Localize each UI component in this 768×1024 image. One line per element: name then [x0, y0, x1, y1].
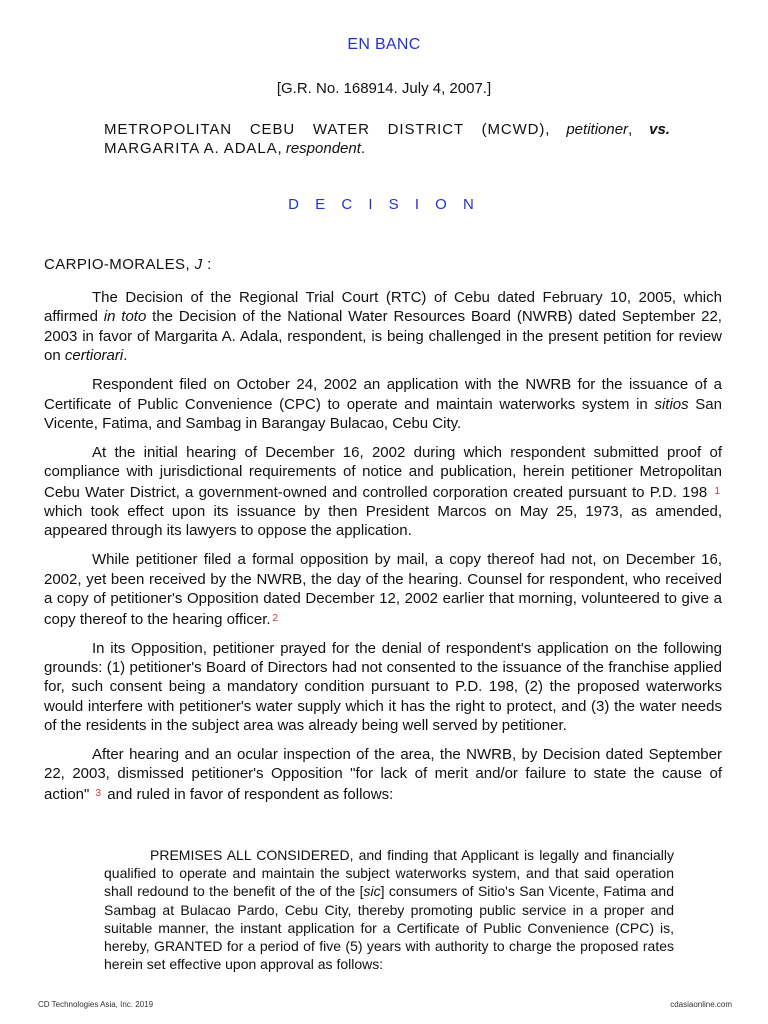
paragraph-text: which took effect upon its issuance by then President Marcos on May 25, 1973, as amended, appeared through its lawyers to oppose the application. — [44, 503, 722, 540]
paragraph-2 — [44, 375, 722, 433]
ponente-line: CARPIO-MORALES, J : — [44, 256, 212, 273]
division-heading: EN BANC — [347, 36, 421, 53]
paragraph-text: At the initial hearing of December 16, 2002 during which respondent submitted proof of compliance with jurisdictional requirements of notice and publication, herein petitioner Metropolitan Cebu Water District, a government-owned and controlled corporation created pursuant to P.D. 198 — [44, 443, 722, 501]
versus-label: vs. — [649, 121, 670, 138]
paragraph-italic: in toto — [103, 308, 147, 326]
paragraph-text: San Vicente, Fatima, and Sambag in Barangay Bulacao, Cebu City. — [44, 395, 722, 432]
decision-heading: D E C I S I O N — [288, 196, 480, 213]
respondent-name: MARGARITA A. ADALA — [104, 140, 278, 157]
paragraph-text: After hearing and an ocular inspection of the area, the NWRB, by Decision dated September 22, 2003, dismissed petitioner's Opposition "for lack of merit and/or failure to state the cause of action" — [44, 746, 722, 803]
quote-text: ] consumers of Sitio's San Vicente, Fatima and Sambag at Bulacao Pardo, Cebu City, thereby promoting public service in a proper and suitable manner, the instant application for a Certificate of Public Convenience (CPC) is, hereby, GRANTED for a period of five (5) years with authority to charge the proposed rates herein set effective upon approval as follows: — [104, 883, 674, 973]
case-number: [G.R. No. 168914. July 4, 2007.] — [276, 80, 492, 97]
decision-body — [44, 288, 722, 814]
quote-italic: sic — [363, 883, 381, 900]
paragraph-4 — [44, 550, 722, 629]
ponente-name: CARPIO-MORALES, — [44, 256, 191, 273]
paragraph-text: The Decision of the Regional Trial Court (RTC) of Cebu dated February 10, 2005, which affirmed — [44, 289, 722, 326]
paragraph-text: and ruled in favor of respondent as follows: — [107, 785, 394, 803]
paragraph-5 — [44, 639, 722, 736]
footer-site[interactable]: cdasiaonline.com — [670, 1000, 732, 1009]
paragraph-1 — [44, 288, 722, 366]
footnote-link[interactable]: 1 — [714, 485, 721, 497]
respondent-role: respondent — [285, 140, 361, 157]
paragraph-6 — [44, 745, 722, 804]
footnote-link[interactable]: 3 — [95, 787, 102, 799]
paragraph-text: Respondent filed on October 24, 2002 an application with the NWRB for the issuance of a Certificate of Public Convenience (CPC) to operate and maintain waterworks system in — [44, 376, 722, 413]
paragraph-text: . — [123, 347, 128, 365]
petitioner-role: petitioner — [566, 121, 629, 138]
paragraph-text: In its Opposition, petitioner prayed for the denial of respondent's application on the following grounds: (1) petitioner's Board of Directors had not consented to the issuance of the franchise applied for, such consent being a mandatory condition pursuant to P.D. 198, (2) the proposed waterworks would interfere with petitioner's water supply which it has the right to protect, and (3) the water needs of the residents in the subject area was already being well served by petitioner. — [44, 639, 722, 735]
petitioner-name: METROPOLITAN CEBU WATER DISTRICT (MCWD) — [104, 121, 546, 138]
quote-text: PREMISES ALL CONSIDERED, and finding that Applicant is legally and financially qualified to operate and maintain the subject waterworks system, and that said operation shall redound to the benefit of the of the [ — [104, 847, 674, 900]
paragraph-italic: certiorari — [64, 347, 124, 365]
paragraph-text: the Decision of the National Water Resources Board (NWRB) dated September 22, 2003 in favor of Margarita A. Adala, respondent, is being challenged in the present petition for review on — [44, 308, 722, 365]
footer-copyright: CD Technologies Asia, Inc. 2019 — [38, 1000, 154, 1009]
paragraph-text: While petitioner filed a formal opposition by mail, a copy thereof had not, on December 16, 2002, yet been received by the NWRB, the day of the hearing. Counsel for respondent, who received a copy of petitioner's Opposition dated December 12, 2002 earlier that morning, volunteered to give a copy thereof to the hearing officer. — [44, 551, 722, 628]
paragraph-italic: sitios — [654, 395, 689, 413]
ponente-title: J — [194, 256, 203, 273]
case-parties: METROPOLITAN CEBU WATER DISTRICT (MCWD), petitioner, vs. MARGARITA A. ADALA, respondent. — [104, 121, 670, 157]
footnote-link[interactable]: 2 — [272, 612, 279, 624]
block-quote — [104, 846, 674, 973]
paragraph-3 — [44, 443, 722, 541]
